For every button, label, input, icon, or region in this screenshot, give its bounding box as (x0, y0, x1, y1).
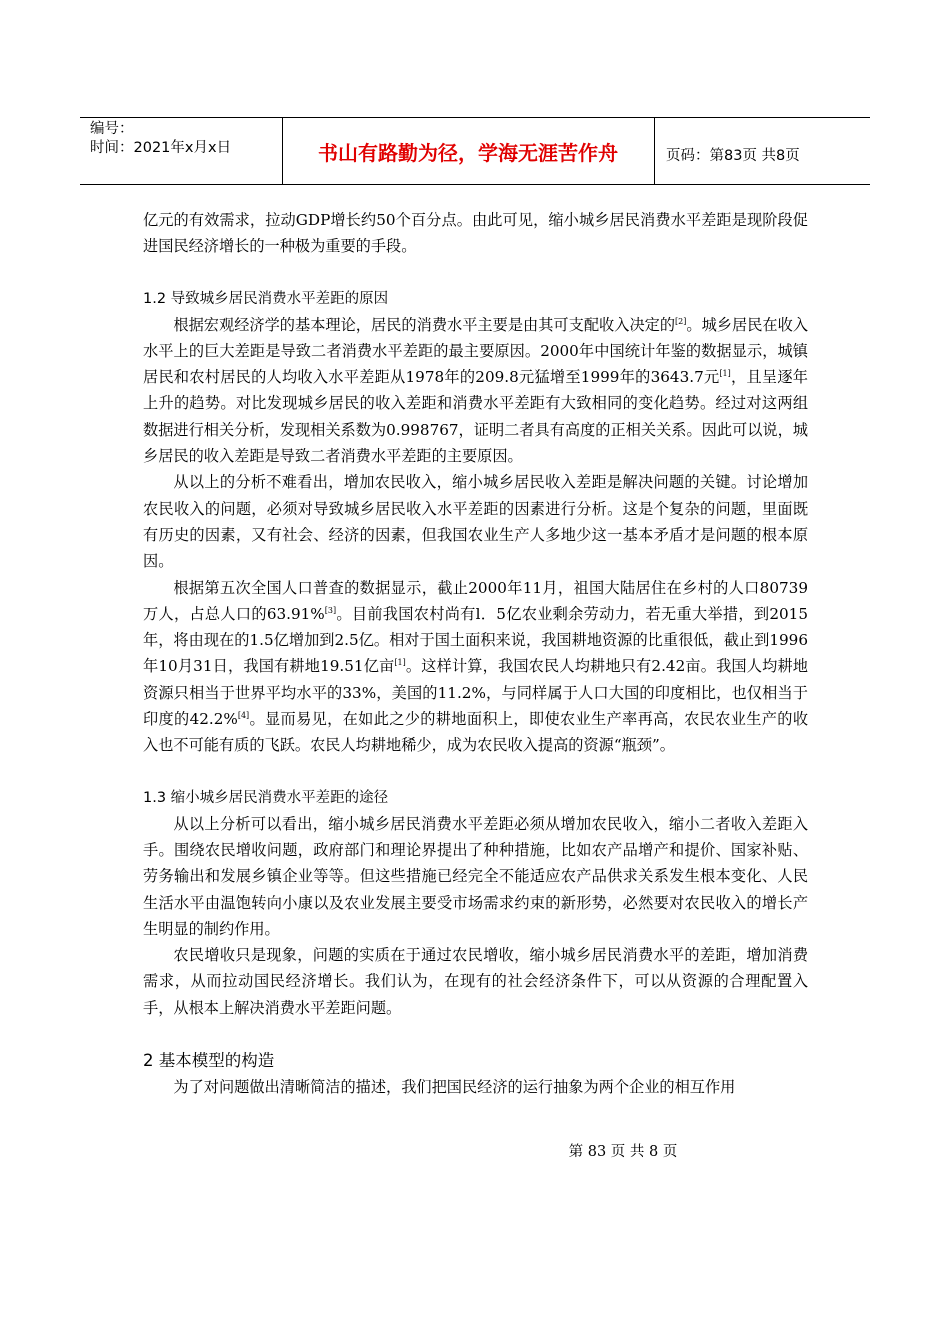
paragraph-4: 从以上分析可以看出，缩小城乡居民消费水平差距必须从增加农民收入，缩小二者收入差距入手。围绕农民增收问题，政府部门和理论界提出了种种措施，比如农产品增产和提价、国家补贴、劳务输出和发展乡镇企业等等。但这些措施已经完全不能适应农产品供求关系发生根本变化、人民生活水平由温饱转向小康以及农业发展主要受市场需求约束的新形势，必然要对农民收入的增长产生明显的制约作用。 (143, 814, 808, 938)
citation-ref: [3] (324, 605, 337, 615)
footer-page-number: 第 83 页 共 8 页 (568, 1144, 678, 1160)
header-bottom-rule (80, 184, 870, 185)
paragraph-0: 亿元的有效需求，拉动GDP增长约50个百分点。由此可见，缩小城乡居民消费水平差距是现阶段促进国民经济增长的一种极为重要的手段。 (143, 211, 808, 256)
page-footer (0, 1140, 950, 1161)
citation-ref: [4] (237, 710, 250, 720)
paragraph-2: 从以上的分析不难看出，增加农民收入，缩小城乡居民收入差距是解决问题的关键。讨论增加农民收入的问题，必须对导致城乡居民收入水平差距的因素进行分析。这是个复杂的问题，里面既有历史的因素，又有社会、经济的因素，但我国农业生产人多地少这一基本矛盾才是问题的根本原因。 (143, 473, 808, 571)
citation-ref: [1] (394, 658, 406, 668)
citation-ref: [1] (719, 369, 731, 379)
header-page-code: 页码：第83页 共8页 (666, 148, 800, 164)
header-time-label: 时间：2021年x月x日 (90, 140, 232, 156)
paragraph-3: 根据第五次全国人口普查的数据显示，截止2000年11月，祖国大陆居住在乡村的人口80739万人，占总人口的63.91%[3]。目前我国农村尚有l．5亿农业剩余劳动力，若无重大举措，到2015年，将由现在的1.5亿增加到2.5亿。相对于国土面积来说，我国耕地资源的比重很低，截止到1996年10月31日，我国有耕地19.51亿亩[1]。这样计算，我国农民人均耕地只有2.42亩。我国人均耕地资源只相当于世界平均水平的33%，美国的11.2%，与同样属于人口大国的印度相比，也仅相当于印度的42.2%[4]。显而易见，在如此之少的耕地面积上，即使农业生产率再高，农民农业生产的收入也不可能有质的飞跃。农民人均耕地稀少，成为农民收入提高的资源“瓶颈”。 (143, 578, 809, 755)
header-number-label: 编号： (90, 121, 134, 137)
header-divider-right (654, 117, 655, 184)
header-motto: 书山有路勤为径，学海无涯苦作舟 (318, 141, 618, 165)
section-2-title: 2 基本模型的构造 (143, 1051, 275, 1071)
header-meta (90, 120, 231, 158)
document-body (143, 207, 808, 1100)
section-1-2-title: 1.2 导致城乡居民消费水平差距的原因 (143, 290, 389, 307)
paragraph-1: 根据宏观经济学的基本理论，居民的消费水平主要是由其可支配收入决定的[2]。城乡居民在收入水平上的巨大差距是导致二者消费水平差距的最主要原因。2000年中国统计年鉴的数据显示，城镇居民和农村居民的人均收入水平差距从1978年的209.8元猛增至1999年的3643.7元[1]，且呈逐年上升的趋势。对比发现城乡居民的收入差距和消费水平差距有大致相同的变化趋势。经过对这两组数据进行相关分析，发现相关系数为0.998767，证明二者具有高度的正相关关系。因此可以说，城乡居民的收入差距是导致二者消费水平差距的主要原因。 (143, 315, 809, 466)
citation-ref: [2] (675, 316, 687, 326)
paragraph-6: 为了对问题做出清晰简洁的描述，我们把国民经济的运行抽象为两个企业的相互作用 (173, 1078, 736, 1097)
paragraph-5: 农民增收只是现象，问题的实质在于通过农民增收，缩小城乡居民消费水平的差距，增加消费需求，从而拉动国民经济增长。我们认为，在现有的社会经济条件下，可以从资源的合理配置入手，从根本上解决消费水平差距问题。 (143, 946, 808, 1017)
header-top-rule (80, 117, 870, 118)
section-1-3-title: 1.3 缩小城乡居民消费水平差距的途径 (143, 789, 389, 806)
